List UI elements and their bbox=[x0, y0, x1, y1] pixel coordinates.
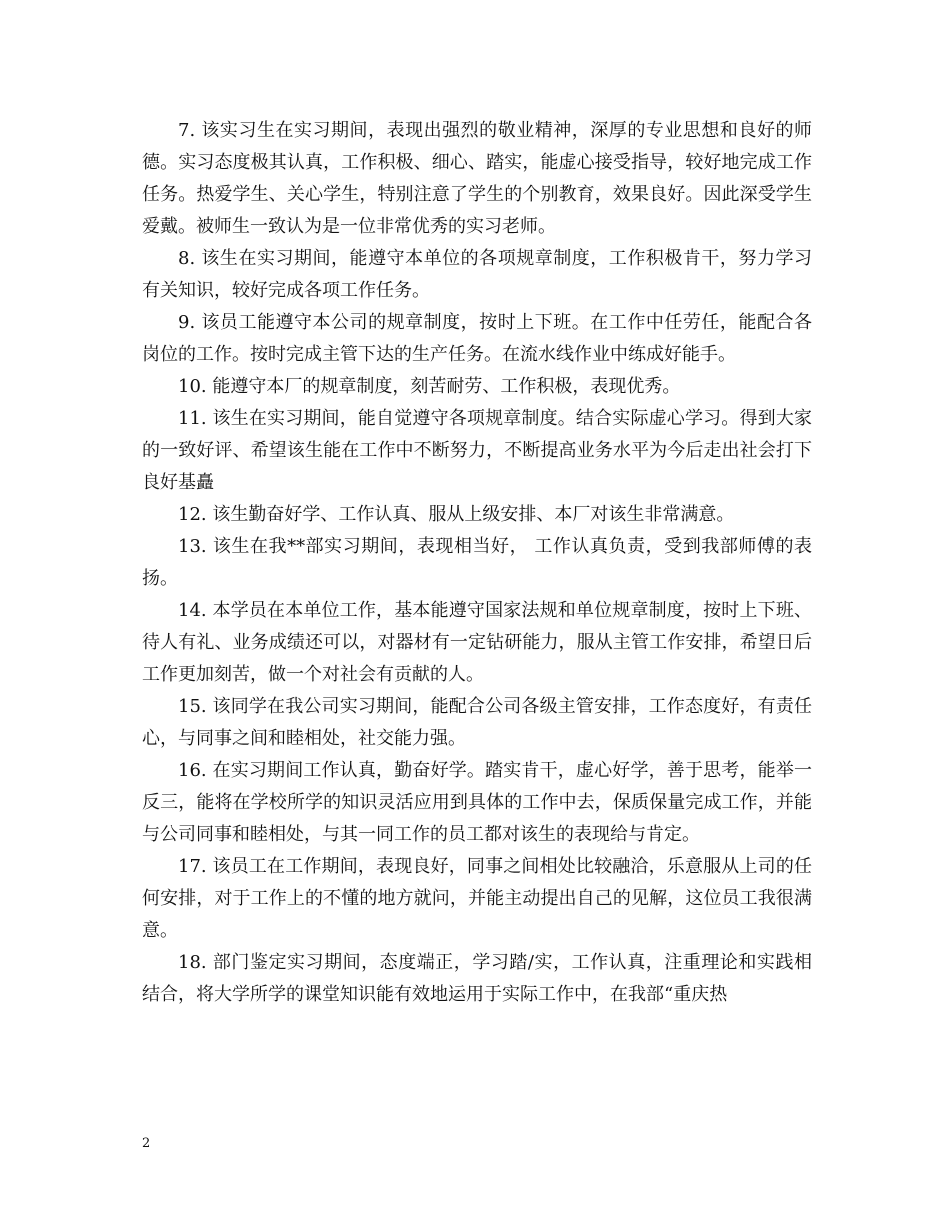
paragraph-16: 16. 在实习期间工作认真，勤奋好学。踏实肯干，虚心好学，善于思考，能举一反三，能将在学校所学的知识灵活应用到具体的工作中去，保质保量完成工作，并能与公司同事和睦相处，与其一同工作的员工都对该生的表现给与肯定。 bbox=[142, 760, 812, 845]
paragraph-7: 7. 该实习生在实习期间，表现出强烈的敬业精神，深厚的专业思想和良好的师德。实习态度极其认真，工作积极、细心、踏实，能虚心接受指导，较好地完成工作任务。热爱学生、关心学生，特别注意了学生的个别教育，效果良好。因此深受学生爱戴。被师生一致认为是一位非常优秀的实习老师。 bbox=[142, 120, 812, 237]
paragraph-13: 13. 该生在我**部实习期间，表现相当好， 工作认真负责，受到我部师傅的表扬。 bbox=[142, 536, 812, 589]
paragraph-12: 12. 该生勤奋好学、工作认真、服从上级安排、本厂对该生非常满意。 bbox=[178, 504, 735, 525]
document-body bbox=[142, 115, 812, 1011]
paragraph-10: 10. 能遵守本厂的规章制度，刻苦耐劳、工作积极，表现优秀。 bbox=[178, 376, 681, 397]
paragraph-14: 14. 本学员在本单位工作，基本能遵守国家法规和单位规章制度，按时上下班、待人有礼、业务成绩还可以，对器材有一定钻研能力，服从主管工作安排，希望日后工作更加刻苦，做一个对社会有贡献的人。 bbox=[142, 600, 812, 685]
paragraph-9: 9. 该员工能遵守本公司的规章制度，按时上下班。在工作中任劳任，能配合各岗位的工作。按时完成主管下达的生产任务。在流水线作业中练成好能手。 bbox=[142, 312, 812, 365]
paragraph-11: 11. 该生在实习期间，能自觉遵守各项规章制度。结合实际虚心学习。得到大家的一致好评、希望该生能在工作中不断努力，不断提高业务水平为今后走出社会打下良好基矗 bbox=[142, 408, 812, 493]
paragraph-8: 8. 该生在实习期间，能遵守本单位的各项规章制度，工作积极肯干，努力学习有关知识，较好完成各项工作任务。 bbox=[142, 248, 812, 301]
paragraph-15: 15. 该同学在我公司实习期间，能配合公司各级主管安排，工作态度好，有责任心，与同事之间和睦相处，社交能力强。 bbox=[142, 696, 812, 749]
page-number: 2 bbox=[142, 1136, 151, 1151]
paragraph-17: 17. 该员工在工作期间，表现良好，同事之间相处比较融洽，乐意服从上司的任何安排，对于工作上的不懂的地方就问，并能主动提出自己的见解，这位员工我很满意。 bbox=[142, 856, 812, 941]
paragraph-18: 18. 部门鉴定实习期间，态度端正，学习踏/实，工作认真，注重理论和实践相结合，将大学所学的课堂知识能有效地运用于实际工作中，在我部“重庆热 bbox=[142, 952, 812, 1005]
